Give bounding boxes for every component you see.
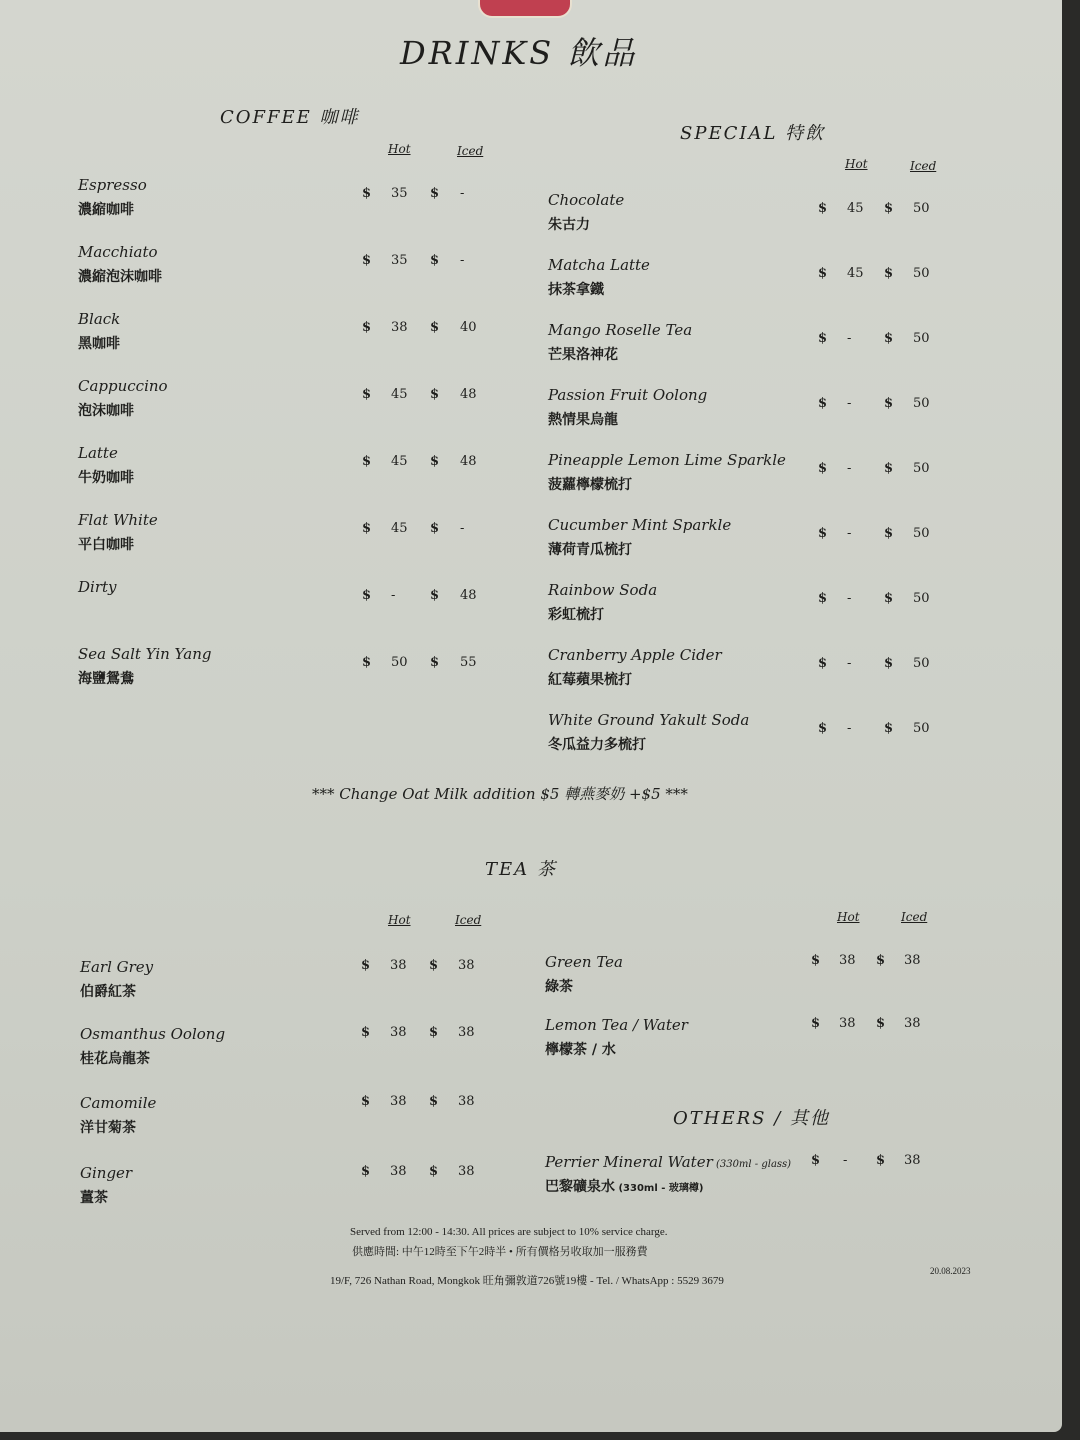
currency-symbol-hot: $ [362, 588, 372, 603]
currency-symbol-hot: $ [362, 186, 372, 201]
item-name-zh: 朱古力 [548, 217, 590, 233]
currency-symbol-hot: $ [362, 655, 372, 670]
item-name-en: Matcha Latte [548, 256, 650, 274]
item-name-en: Earl Grey [80, 958, 154, 976]
price-hot: - [391, 588, 396, 603]
tea-right-iced-header: Iced [901, 910, 928, 924]
price-iced: 50 [913, 591, 930, 606]
currency-symbol-hot: $ [361, 1164, 371, 1179]
item-name-zh: 伯爵紅茶 [80, 984, 136, 1000]
currency-symbol-hot: $ [818, 331, 828, 346]
price-hot: 38 [390, 1094, 407, 1109]
tea-left-hot-header: Hot [388, 913, 411, 927]
price-hot: 45 [391, 521, 408, 536]
item-name-zh: 冬瓜益力多梳打 [548, 737, 646, 753]
price-iced: 50 [913, 656, 930, 671]
item-name-zh: 紅莓蘋果梳打 [548, 672, 632, 688]
footer-date: 20.08.2023 [930, 1266, 971, 1276]
price-hot: 35 [391, 253, 408, 268]
item-name-zh: 濃縮咖啡 [78, 202, 134, 218]
item-name-en: Lemon Tea / Water [545, 1016, 688, 1034]
price-iced: 38 [458, 1094, 475, 1109]
price-hot: 45 [391, 454, 408, 469]
item-name-zh: 桂花烏龍茶 [80, 1051, 150, 1067]
currency-symbol-iced: $ [429, 1025, 439, 1040]
currency-symbol-hot: $ [361, 958, 371, 973]
price-iced: 55 [460, 655, 477, 670]
item-name-en: Ginger [80, 1164, 133, 1182]
currency-symbol-hot: $ [818, 656, 828, 671]
item-name-zh: 濃縮泡沫咖啡 [78, 269, 162, 285]
price-hot: - [847, 526, 852, 541]
price-hot: - [847, 656, 852, 671]
currency-symbol-hot: $ [811, 1016, 821, 1031]
tea-left-iced-header: Iced [455, 913, 482, 927]
currency-symbol-iced: $ [884, 721, 894, 736]
item-name-en: Espresso [78, 176, 147, 194]
item-name-zh: 薄荷青瓜梳打 [548, 542, 632, 558]
item-name-zh: 菠蘿檸檬梳打 [548, 477, 632, 493]
special-heading: SPECIAL 特飲 [680, 123, 826, 144]
item-name-zh: 熱情果烏龍 [548, 412, 618, 428]
price-hot: 45 [391, 387, 408, 402]
others-heading: OTHERS / 其他 [673, 1108, 830, 1129]
item-name-en: Green Tea [545, 953, 623, 971]
item-name-zh: 牛奶咖啡 [78, 470, 134, 486]
item-name-zh: 海鹽鴛鴦 [78, 671, 134, 687]
item-name-zh: 平白咖啡 [78, 537, 134, 553]
currency-symbol-iced: $ [430, 320, 440, 335]
currency-symbol-iced: $ [430, 253, 440, 268]
footer-address: 19/F, 726 Nathan Road, Mongkok 旺角彌敦道726號19樓 - Tel. / WhatsApp : 5529 3679 [330, 1275, 724, 1287]
currency-symbol-hot: $ [818, 396, 828, 411]
currency-symbol-hot: $ [811, 953, 821, 968]
coffee-heading: COFFEE 咖啡 [220, 107, 360, 128]
price-hot: - [847, 331, 852, 346]
price-hot: - [847, 721, 852, 736]
item-name-zh: 薑茶 [80, 1190, 108, 1206]
item-name-en: Camomile [80, 1094, 157, 1112]
price-iced: 50 [913, 526, 930, 541]
item-name-en: Chocolate [548, 191, 625, 209]
currency-symbol-hot: $ [818, 461, 828, 476]
currency-symbol-iced: $ [884, 526, 894, 541]
currency-symbol-iced: $ [884, 201, 894, 216]
item-name-en: Rainbow Soda [548, 581, 658, 599]
coffee-hot-header: Hot [388, 142, 411, 156]
price-hot: - [843, 1153, 848, 1168]
currency-symbol-hot: $ [811, 1153, 821, 1168]
currency-symbol-iced: $ [884, 656, 894, 671]
price-hot: - [847, 396, 852, 411]
item-name-en: Passion Fruit Oolong [548, 386, 708, 404]
item-name-en: Osmanthus Oolong [80, 1025, 226, 1043]
tea-right-hot-header: Hot [837, 910, 860, 924]
item-name-en: Flat White [78, 511, 158, 529]
currency-symbol-iced: $ [876, 953, 886, 968]
currency-symbol-iced: $ [884, 266, 894, 281]
currency-symbol-hot: $ [818, 201, 828, 216]
currency-symbol-iced: $ [430, 655, 440, 670]
currency-symbol-iced: $ [429, 1164, 439, 1179]
item-name-zh: 檸檬茶 / 水 [545, 1042, 616, 1058]
item-name-en: Cucumber Mint Sparkle [548, 516, 732, 534]
price-iced: - [460, 186, 465, 201]
item-name-en: Perrier Mineral Water (330ml - glass) [545, 1153, 792, 1171]
item-name-en: White Ground Yakult Soda [548, 711, 750, 729]
price-iced: 50 [913, 266, 930, 281]
item-name-en: Macchiato [78, 243, 158, 261]
currency-symbol-iced: $ [430, 387, 440, 402]
item-name-zh: 洋甘菊茶 [80, 1120, 136, 1136]
currency-symbol-iced: $ [884, 591, 894, 606]
price-hot: 45 [847, 266, 864, 281]
price-iced: - [460, 521, 465, 536]
coffee-iced-header: Iced [457, 144, 484, 158]
item-name-en: Sea Salt Yin Yang [78, 645, 212, 663]
price-iced: 40 [460, 320, 477, 335]
page-title: DRINKS 飲品 [400, 34, 638, 72]
price-hot: 50 [391, 655, 408, 670]
price-hot: - [847, 461, 852, 476]
item-size-zh: (330ml - 玻璃樽) [615, 1183, 704, 1194]
price-hot: 38 [390, 1164, 407, 1179]
price-hot: 35 [391, 186, 408, 201]
footer-hours-en: Served from 12:00 - 14:30. All prices are subject to 10% service charge. [350, 1226, 668, 1238]
item-name-zh: 芒果洛神花 [548, 347, 618, 363]
currency-symbol-hot: $ [362, 387, 372, 402]
special-hot-header: Hot [845, 157, 868, 171]
price-iced: 50 [913, 331, 930, 346]
clip-tag [478, 0, 572, 18]
currency-symbol-hot: $ [362, 320, 372, 335]
item-name-zh: 抹茶拿鐵 [548, 282, 604, 298]
currency-symbol-iced: $ [884, 396, 894, 411]
currency-symbol-iced: $ [430, 186, 440, 201]
oat-milk-note: *** Change Oat Milk addition $5 轉燕麥奶 +$5 *** [312, 785, 688, 803]
price-iced: 50 [913, 461, 930, 476]
currency-symbol-hot: $ [818, 266, 828, 281]
currency-symbol-hot: $ [361, 1094, 371, 1109]
price-hot: 38 [391, 320, 408, 335]
tea-heading: TEA 茶 [485, 859, 557, 880]
currency-symbol-iced: $ [884, 331, 894, 346]
special-iced-header: Iced [910, 159, 937, 173]
item-size-en: (330ml - glass) [712, 1159, 792, 1170]
price-iced: 48 [460, 454, 477, 469]
currency-symbol-hot: $ [362, 253, 372, 268]
currency-symbol-iced: $ [884, 461, 894, 476]
price-hot: 38 [390, 1025, 407, 1040]
currency-symbol-iced: $ [429, 1094, 439, 1109]
price-iced: 38 [904, 1153, 921, 1168]
price-iced: 38 [904, 1016, 921, 1031]
price-iced: 50 [913, 721, 930, 736]
currency-symbol-iced: $ [429, 958, 439, 973]
price-iced: 50 [913, 201, 930, 216]
currency-symbol-hot: $ [818, 591, 828, 606]
price-hot: 38 [390, 958, 407, 973]
price-iced: 48 [460, 588, 477, 603]
price-hot: 38 [839, 1016, 856, 1031]
item-name-zh: 泡沫咖啡 [78, 403, 134, 419]
item-name-en: Black [78, 310, 121, 328]
currency-symbol-iced: $ [876, 1016, 886, 1031]
price-iced: - [460, 253, 465, 268]
currency-symbol-hot: $ [818, 526, 828, 541]
price-iced: 38 [904, 953, 921, 968]
price-iced: 50 [913, 396, 930, 411]
currency-symbol-iced: $ [430, 454, 440, 469]
currency-symbol-hot: $ [818, 721, 828, 736]
price-iced: 38 [458, 1164, 475, 1179]
item-name-en: Mango Roselle Tea [548, 321, 693, 339]
item-name-en: Pineapple Lemon Lime Sparkle [548, 451, 786, 469]
price-hot: 45 [847, 201, 864, 216]
item-name-en: Cranberry Apple Cider [548, 646, 722, 664]
currency-symbol-iced: $ [876, 1153, 886, 1168]
currency-symbol-hot: $ [362, 521, 372, 536]
price-hot: 38 [839, 953, 856, 968]
price-iced: 38 [458, 958, 475, 973]
item-name-zh: 巴黎礦泉水 (330ml - 玻璃樽) [545, 1179, 704, 1195]
currency-symbol-hot: $ [361, 1025, 371, 1040]
price-iced: 38 [458, 1025, 475, 1040]
item-name-zh: 黑咖啡 [78, 336, 120, 352]
item-name-en: Latte [78, 444, 118, 462]
currency-symbol-iced: $ [430, 588, 440, 603]
price-hot: - [847, 591, 852, 606]
currency-symbol-iced: $ [430, 521, 440, 536]
item-name-en: Dirty [78, 578, 117, 596]
currency-symbol-hot: $ [362, 454, 372, 469]
item-name-en: Cappuccino [78, 377, 168, 395]
item-name-zh: 彩虹梳打 [548, 607, 604, 623]
item-name-zh: 綠茶 [545, 979, 573, 995]
footer-hours-zh: 供應時間: 中午12時至下午2時半 • 所有價格另收取加一服務費 [352, 1246, 648, 1258]
price-iced: 48 [460, 387, 477, 402]
